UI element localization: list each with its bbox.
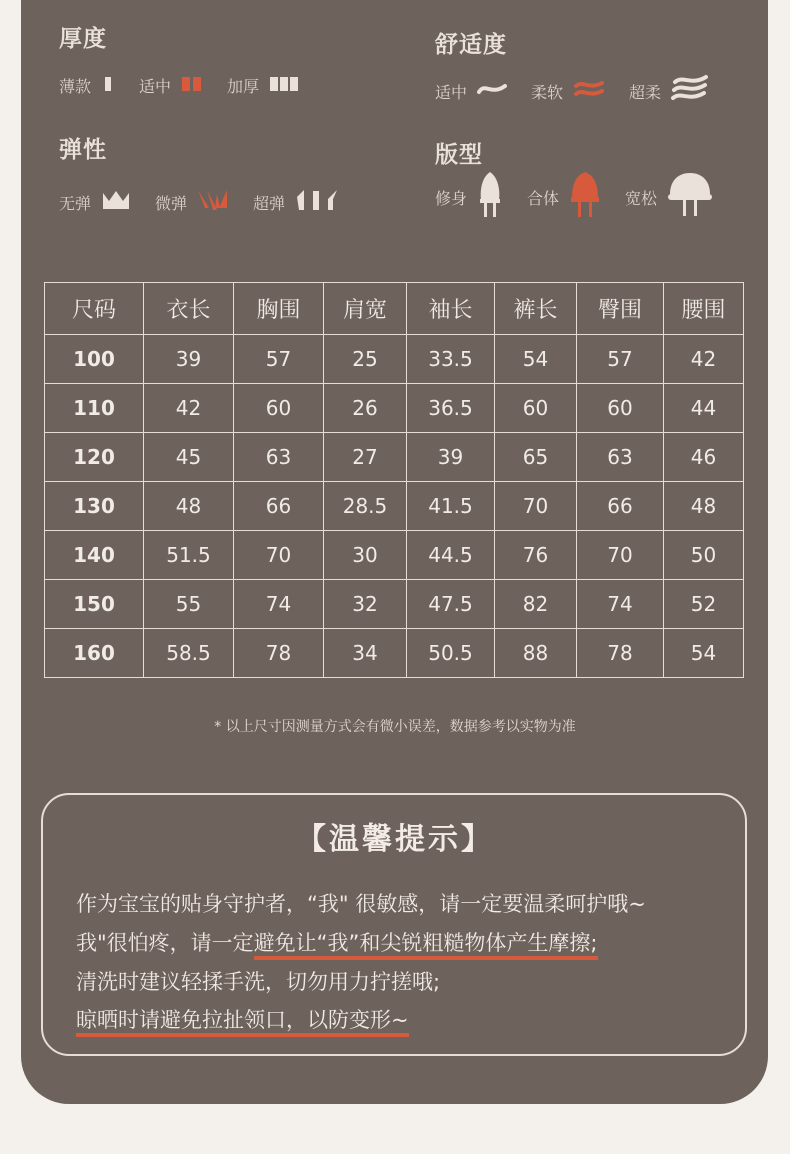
comfort-options [435, 74, 733, 108]
measurement-cell: 78 [234, 629, 324, 678]
size-cell: 120 [45, 433, 144, 482]
column-header: 裤长 [495, 283, 577, 335]
measurement-cell: 54 [495, 335, 577, 384]
measurement-cell: 51.5 [144, 531, 234, 580]
comfort-title: 舒适度 [435, 32, 507, 58]
size-cell: 110 [45, 384, 144, 433]
measurement-cell: 55 [144, 580, 234, 629]
tip-line [76, 927, 598, 957]
wave-icon [477, 80, 507, 102]
measurement-cell: 34 [324, 629, 407, 678]
table-row [45, 335, 744, 384]
high-stretch-icon [295, 187, 339, 217]
measurement-cell: 50.5 [407, 629, 495, 678]
option-label: 超弹 [253, 193, 286, 213]
option-label: 薄款 [59, 77, 92, 96]
measurement-cell: 30 [324, 531, 407, 580]
tips-title: 【温馨提示】 [296, 822, 494, 857]
measurement-cell: 44.5 [407, 531, 495, 580]
no-stretch-icon [101, 189, 131, 215]
measurement-cell: 76 [495, 531, 577, 580]
option-label: 微弹 [155, 193, 188, 213]
highlighted-tip: 避免让“我”和尖锐粗糙物体产生摩擦; [254, 931, 598, 960]
column-header: 臀围 [577, 283, 664, 335]
size-cell: 150 [45, 580, 144, 629]
measurement-cell: 42 [664, 335, 744, 384]
measurement-cell: 25 [324, 335, 407, 384]
table-header-row [45, 283, 744, 335]
column-header: 衣长 [144, 283, 234, 335]
measurement-cell: 63 [577, 433, 664, 482]
option-label: 柔软 [531, 82, 564, 102]
measurement-cell: 48 [664, 482, 744, 531]
tip-line: 作为宝宝的贴身守护者，“我" 很敏感，请一定要温柔呵护哦~ [76, 892, 646, 916]
column-header: 腰围 [664, 283, 744, 335]
measurement-cell: 74 [234, 580, 324, 629]
regular-fit-icon [569, 170, 601, 224]
size-cell: 130 [45, 482, 144, 531]
measurement-cell: 60 [234, 384, 324, 433]
option-label: 修身 [435, 188, 468, 208]
measurement-cell: 50 [664, 531, 744, 580]
size-cell: 140 [45, 531, 144, 580]
slight-stretch-icon [197, 188, 229, 216]
measurement-cell: 82 [495, 580, 577, 629]
soft-wave-icon [573, 78, 605, 104]
size-table [44, 282, 744, 678]
option-label: 合体 [527, 188, 560, 208]
loose-fit-icon [667, 170, 713, 224]
measurement-cell: 42 [144, 384, 234, 433]
measurement-note: * 以上尺寸因测量方式会有微小误差，数据参考以实物为准 [214, 719, 576, 735]
measurement-cell: 46 [664, 433, 744, 482]
option-label: 适中 [139, 77, 172, 96]
measurement-cell: 32 [324, 580, 407, 629]
tip-text: 我"很怕疼，请一定 [76, 931, 254, 955]
measurement-cell: 58.5 [144, 629, 234, 678]
measurement-cell: 45 [144, 433, 234, 482]
highlighted-tip: 晾晒时请避免拉扯领口，以防变形~ [76, 1008, 409, 1037]
measurement-cell: 78 [577, 629, 664, 678]
measurement-cell: 66 [577, 482, 664, 531]
measurement-cell: 27 [324, 433, 407, 482]
measurement-cell: 66 [234, 482, 324, 531]
option-label: 加厚 [227, 77, 260, 96]
option-label: 宽松 [625, 188, 658, 208]
tip-line [76, 1004, 409, 1034]
measurement-cell: 60 [577, 384, 664, 433]
slim-fit-icon [477, 170, 503, 224]
measurement-cell: 63 [234, 433, 324, 482]
column-header: 肩宽 [324, 283, 407, 335]
measurement-cell: 39 [407, 433, 495, 482]
tip-line: 清洗时建议轻揉手洗，切勿用力拧搓哦; [76, 970, 441, 994]
column-header: 胸围 [234, 283, 324, 335]
thick-icon [269, 75, 301, 97]
measurement-cell: 44 [664, 384, 744, 433]
size-cell: 160 [45, 629, 144, 678]
table-row [45, 531, 744, 580]
measurement-cell: 70 [495, 482, 577, 531]
size-cell: 100 [45, 335, 144, 384]
table-row [45, 482, 744, 531]
measurement-cell: 70 [577, 531, 664, 580]
measurement-cell: 33.5 [407, 335, 495, 384]
measurement-cell: 39 [144, 335, 234, 384]
medium-thickness-icon [181, 75, 203, 97]
measurement-cell: 74 [577, 580, 664, 629]
measurement-cell: 28.5 [324, 482, 407, 531]
fit-options [435, 170, 737, 224]
measurement-cell: 26 [324, 384, 407, 433]
table-row [45, 384, 744, 433]
measurement-cell: 52 [664, 580, 744, 629]
measurement-cell: 60 [495, 384, 577, 433]
table-row [45, 629, 744, 678]
option-label: 无弹 [59, 193, 92, 213]
measurement-cell: 57 [234, 335, 324, 384]
measurement-cell: 48 [144, 482, 234, 531]
option-label: 适中 [435, 82, 468, 102]
option-label: 超柔 [629, 82, 662, 102]
fit-title: 版型 [435, 142, 483, 168]
elasticity-options [59, 187, 363, 217]
super-soft-wave-icon [671, 74, 709, 108]
measurement-cell: 41.5 [407, 482, 495, 531]
elasticity-title: 弹性 [59, 137, 107, 163]
table-row [45, 580, 744, 629]
column-header: 尺码 [45, 283, 144, 335]
measurement-cell: 88 [495, 629, 577, 678]
measurement-cell: 54 [664, 629, 744, 678]
thickness-title: 厚度 [59, 26, 107, 52]
measurement-cell: 36.5 [407, 384, 495, 433]
table-row [45, 433, 744, 482]
column-header: 袖长 [407, 283, 495, 335]
measurement-cell: 47.5 [407, 580, 495, 629]
thickness-options [59, 74, 325, 97]
measurement-cell: 65 [495, 433, 577, 482]
measurement-cell: 70 [234, 531, 324, 580]
measurement-cell: 57 [577, 335, 664, 384]
thin-icon [101, 75, 115, 97]
